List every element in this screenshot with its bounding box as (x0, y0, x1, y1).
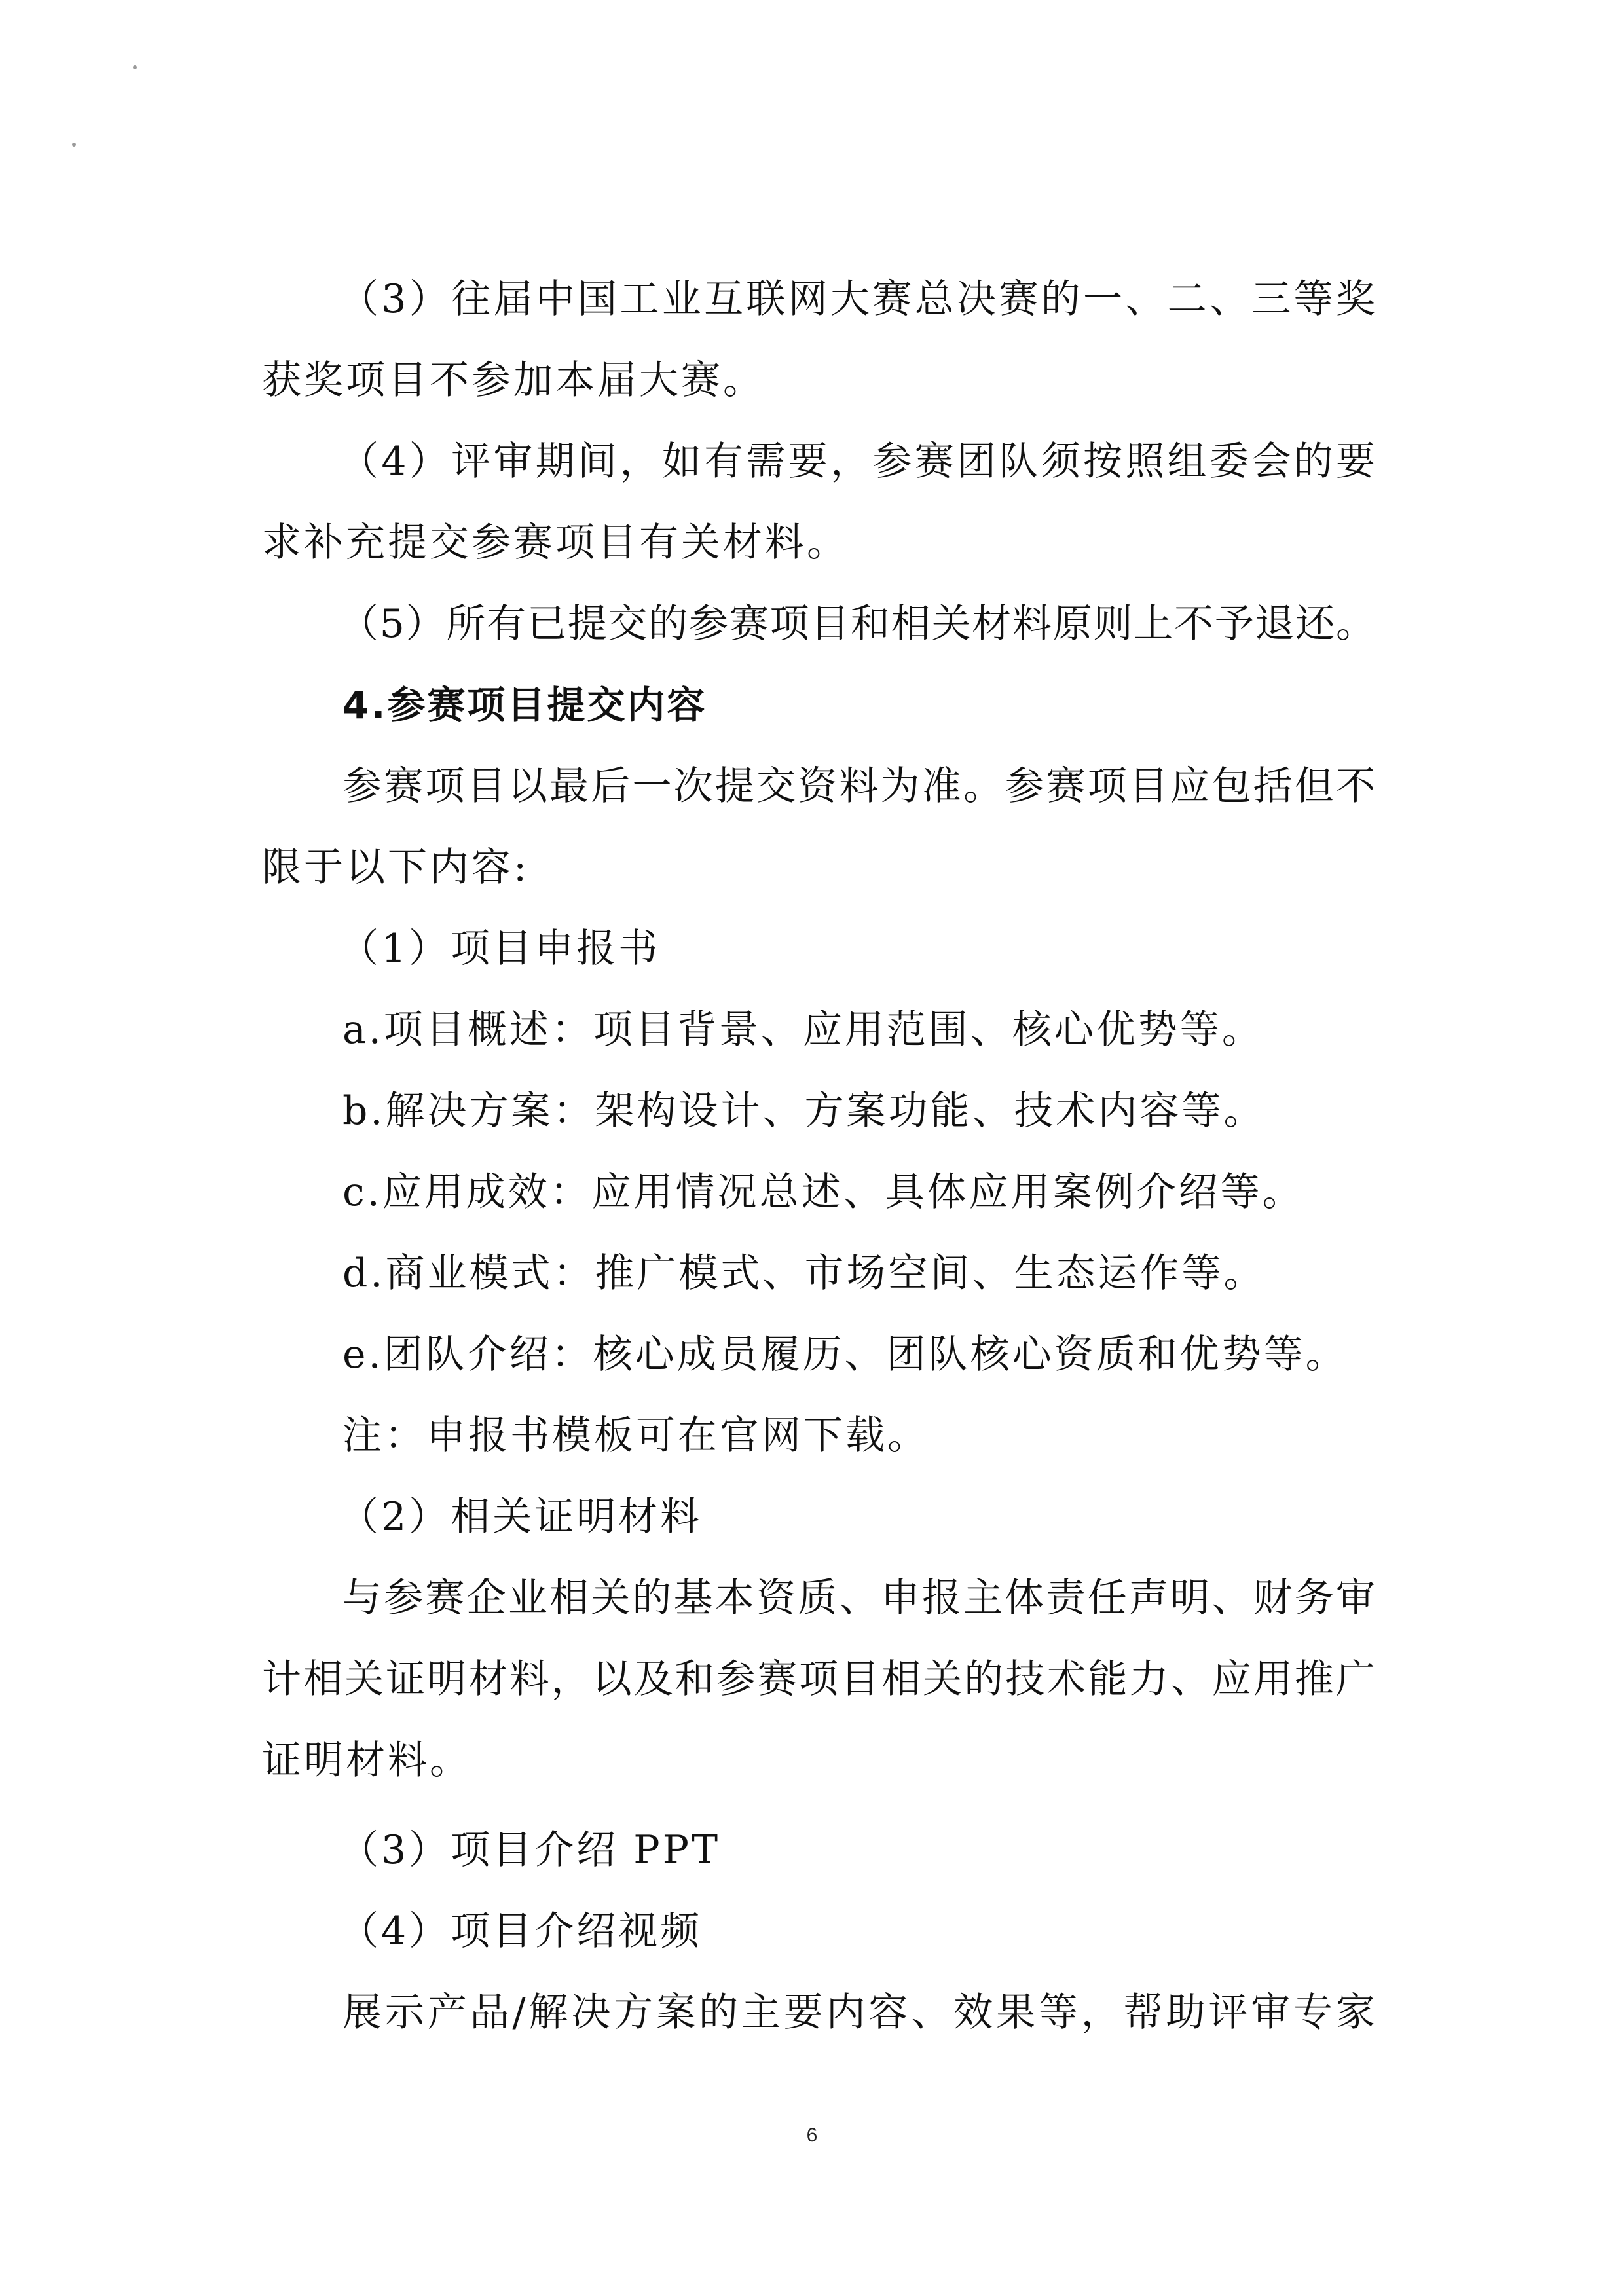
subsection-title: （1）项目申报书 (339, 926, 661, 972)
page-number: 6 (806, 2124, 818, 2146)
paragraph-line: （4）评审期间，如有需要，参赛团队须按照组委会的要 (339, 439, 1375, 484)
paragraph-line: 证明材料。 (262, 1738, 471, 1783)
paragraph-line: 获奖项目不参加本届大赛。 (262, 357, 765, 403)
scan-speck (72, 143, 76, 147)
paragraph-line: 计相关证明材料，以及和参赛项目相关的技术能力、应用推广 (262, 1656, 1375, 1702)
paragraph-line: 求补充提交参赛项目有关材料。 (262, 520, 849, 566)
list-item: e.团队介绍：核心成员履历、团队核心资质和优势等。 (342, 1332, 1348, 1377)
list-item: d.商业模式：推广模式、市场空间、生态运作等。 (342, 1250, 1266, 1296)
paragraph-line: 展示产品/解决方案的主要内容、效果等，帮助评审专家 (342, 1990, 1375, 2035)
subsection-title: （4）项目介绍视频 (339, 1908, 703, 1954)
paragraph-line: （3）往届中国工业互联网大赛总决赛的一、二、三等奖 (339, 276, 1375, 322)
paragraph-line: 与参赛企业相关的基本资质、申报主体责任声明、财务审 (342, 1575, 1375, 1621)
paragraph-line: 限于以下内容: (262, 845, 530, 890)
document-body (262, 259, 1375, 2053)
subsection-title: （2）相关证明材料 (339, 1494, 703, 1540)
section-heading: 4.参赛项目提交内容 (342, 683, 707, 727)
paragraph-line: （5）所有已提交的参赛项目和相关材料原则上不予退还。 (339, 601, 1375, 647)
paragraph-line: 参赛项目以最后一次提交资料为准。参赛项目应包括但不 (342, 763, 1375, 809)
scan-speck (133, 65, 137, 69)
list-item: b.解决方案：架构设计、方案功能、技术内容等。 (342, 1088, 1266, 1134)
subsection-title: （3）项目介绍 PPT (339, 1827, 721, 1873)
list-item: c.应用成效：应用情况总述、具体应用案例介绍等。 (342, 1169, 1304, 1215)
note-line: 注：申报书模板可在官网下载。 (342, 1413, 929, 1459)
list-item: a.项目概述：项目背景、应用范围、核心优势等。 (342, 1007, 1264, 1053)
